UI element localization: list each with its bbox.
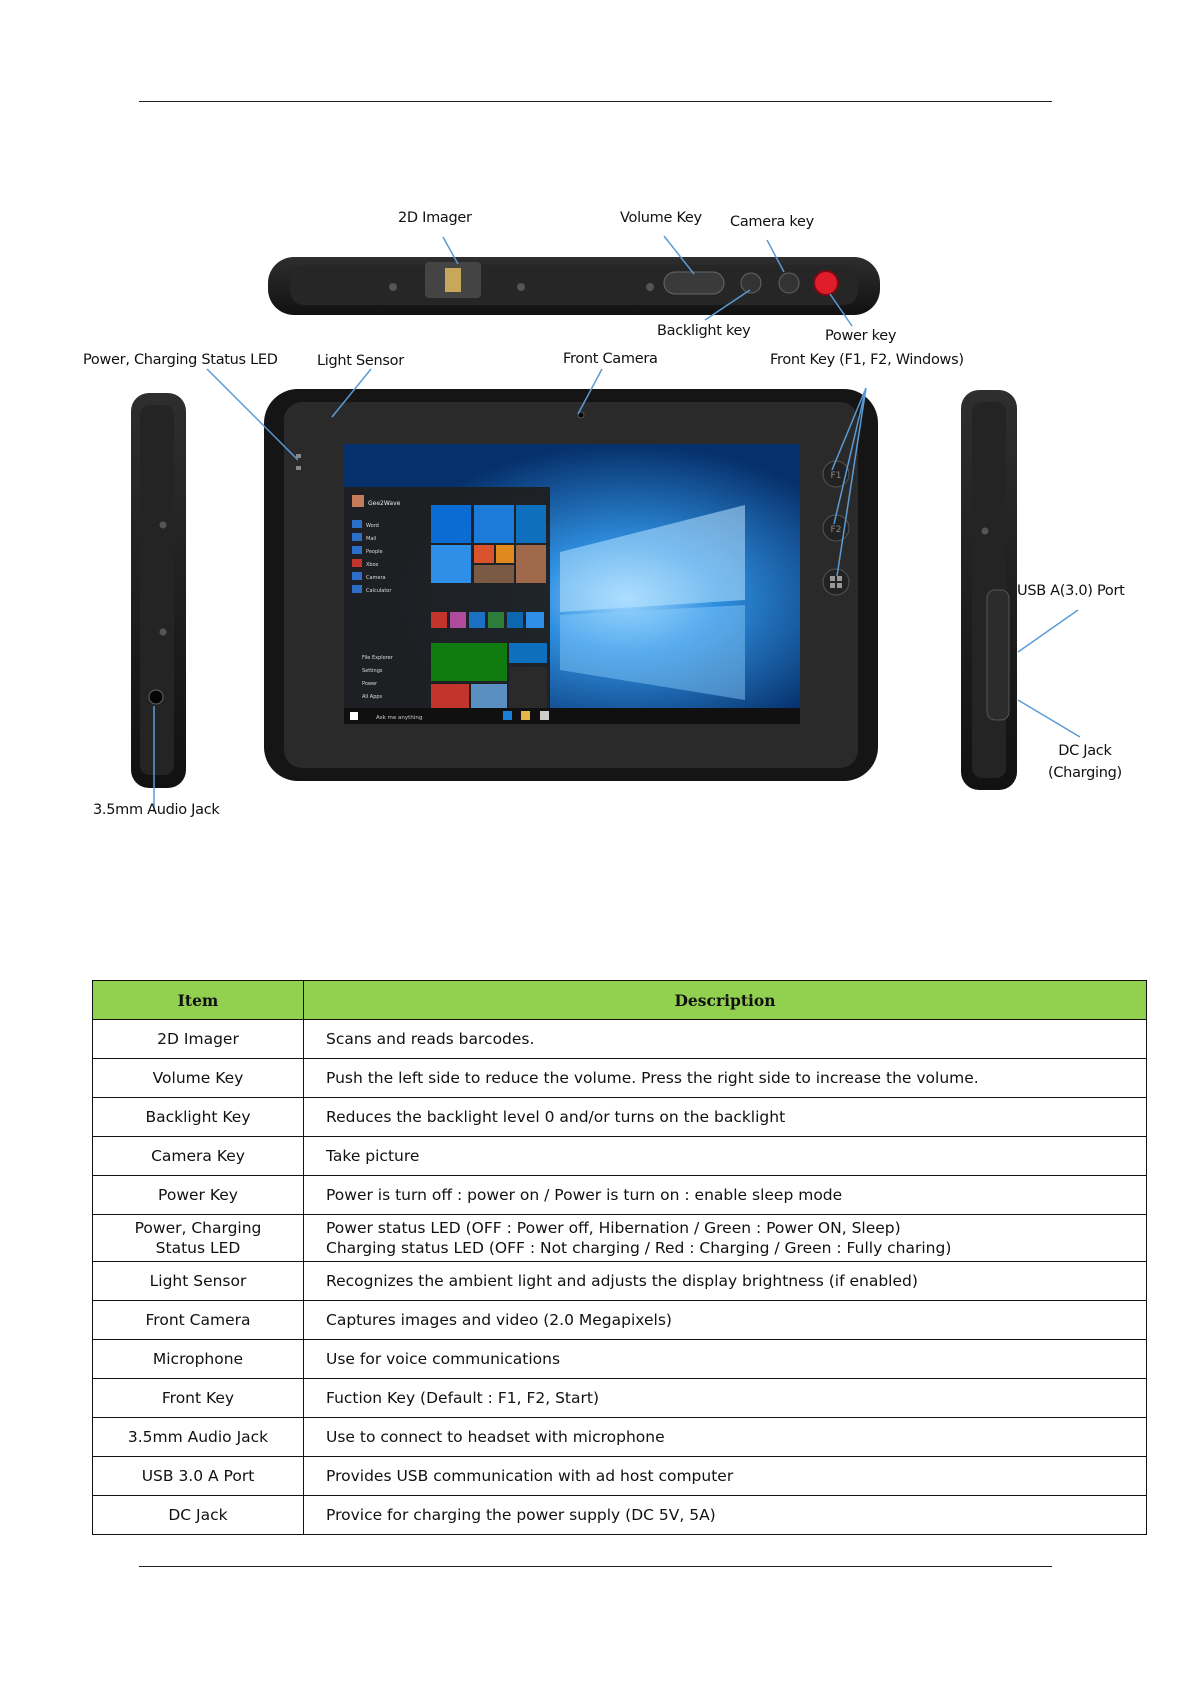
windows-key	[823, 569, 849, 595]
table-row	[93, 1098, 1147, 1137]
start-menu-bottom-item: All Apps	[362, 694, 383, 700]
row-description: Use to connect to headset with microphone	[304, 1418, 1147, 1457]
start-menu-item: Camera	[366, 575, 386, 581]
label-volume-key: Volume Key	[620, 210, 702, 226]
label-power-charging-led: Power, Charging Status LED	[83, 352, 278, 368]
left-side-view	[131, 393, 186, 788]
row-description: Reduces the backlight level 0 and/or turns on the backlight	[304, 1098, 1147, 1137]
row-item: Front Camera	[93, 1301, 304, 1340]
row-item: USB 3.0 A Port	[93, 1457, 304, 1496]
table-row	[93, 1301, 1147, 1340]
row-description: Fuction Key (Default : F1, F2, Start)	[304, 1379, 1147, 1418]
start-menu-item: Mail	[366, 536, 377, 542]
table-row	[93, 1457, 1147, 1496]
header-description: Description	[304, 981, 1147, 1020]
row-description: Recognizes the ambient light and adjusts the display brightness (if enabled)	[304, 1262, 1147, 1301]
row-description: Scans and reads barcodes.	[304, 1020, 1147, 1059]
row-description: Take picture	[304, 1137, 1147, 1176]
row-item: Front Key	[93, 1379, 304, 1418]
f1-key-label: F1	[830, 471, 842, 481]
start-user-name: Gee2Wave	[368, 500, 401, 507]
row-item: Camera Key	[93, 1137, 304, 1176]
table-row	[93, 1137, 1147, 1176]
row-description: Power is turn off : power on / Power is turn on : enable sleep mode	[304, 1176, 1147, 1215]
volume-key-shape	[664, 272, 724, 294]
label-dc-jack: DC Jack (Charging)	[1048, 743, 1122, 781]
row-item: Microphone	[93, 1340, 304, 1379]
table-row	[93, 1496, 1147, 1535]
start-menu-item: Word	[366, 523, 379, 529]
front-view	[264, 389, 878, 781]
row-item: DC Jack	[93, 1496, 304, 1535]
table-row	[93, 1379, 1147, 1418]
row-description: Push the left side to reduce the volume. Press the right side to increase the volume.	[304, 1059, 1147, 1098]
right-side-view	[961, 390, 1017, 790]
taskbar-search-text: Ask me anything	[376, 715, 423, 721]
spec-table	[92, 980, 1147, 1535]
label-camera-key: Camera key	[730, 214, 814, 230]
row-item: Volume Key	[93, 1059, 304, 1098]
imager-window	[425, 262, 481, 298]
header-item: Item	[93, 981, 304, 1020]
table-header-row	[93, 981, 1147, 1020]
row-description: Use for voice communications	[304, 1340, 1147, 1379]
start-menu-bottom-item: File Explorer	[362, 655, 393, 661]
row-item: 3.5mm Audio Jack	[93, 1418, 304, 1457]
label-audio-jack: 3.5mm Audio Jack	[93, 802, 220, 818]
row-description: Captures images and video (2.0 Megapixels)	[304, 1301, 1147, 1340]
label-light-sensor: Light Sensor	[317, 353, 404, 369]
label-usb-port: USB A(3.0) Port	[1017, 583, 1125, 599]
usb-port-cover	[987, 590, 1009, 720]
power-button	[814, 271, 838, 295]
table-row	[93, 1418, 1147, 1457]
footer-rule	[139, 1566, 1052, 1567]
label-front-camera: Front Camera	[563, 351, 658, 367]
label-2d-imager: 2D Imager	[398, 210, 472, 226]
table-row	[93, 1340, 1147, 1379]
row-item: 2D Imager	[93, 1020, 304, 1059]
row-item: Backlight Key	[93, 1098, 304, 1137]
table-row	[93, 1020, 1147, 1059]
start-menu-bottom-item: Settings	[362, 668, 383, 674]
row-item: Light Sensor	[93, 1262, 304, 1301]
start-menu-item: People	[366, 549, 383, 555]
row-description: Provides USB communication with ad host computer	[304, 1457, 1147, 1496]
table-row	[93, 1215, 1147, 1262]
start-menu-bottom-item: Power	[362, 681, 378, 687]
start-menu-item: Xbox	[366, 562, 379, 568]
table-row	[93, 1262, 1147, 1301]
label-power-key: Power key	[825, 328, 897, 344]
table-row	[93, 1059, 1147, 1098]
top-edge-view	[268, 257, 880, 315]
row-item: Power, Charging Status LED	[93, 1215, 304, 1262]
label-backlight-key: Backlight key	[657, 323, 751, 339]
row-description: Provice for charging the power supply (DC 5V, 5A)	[304, 1496, 1147, 1535]
row-description: Power status LED (OFF : Power off, Hibernation / Green : Power ON, Sleep) Charging status LED (OFF : Not charging / Red : Charging / Green : Fully charing)	[304, 1215, 1147, 1262]
f2-key-label: F2	[830, 525, 842, 535]
row-item: Power Key	[93, 1176, 304, 1215]
start-menu-item: Calculator	[366, 588, 392, 594]
label-front-key: Front Key (F1, F2, Windows)	[770, 352, 964, 368]
table-row	[93, 1176, 1147, 1215]
audio-jack-hole	[149, 690, 163, 704]
